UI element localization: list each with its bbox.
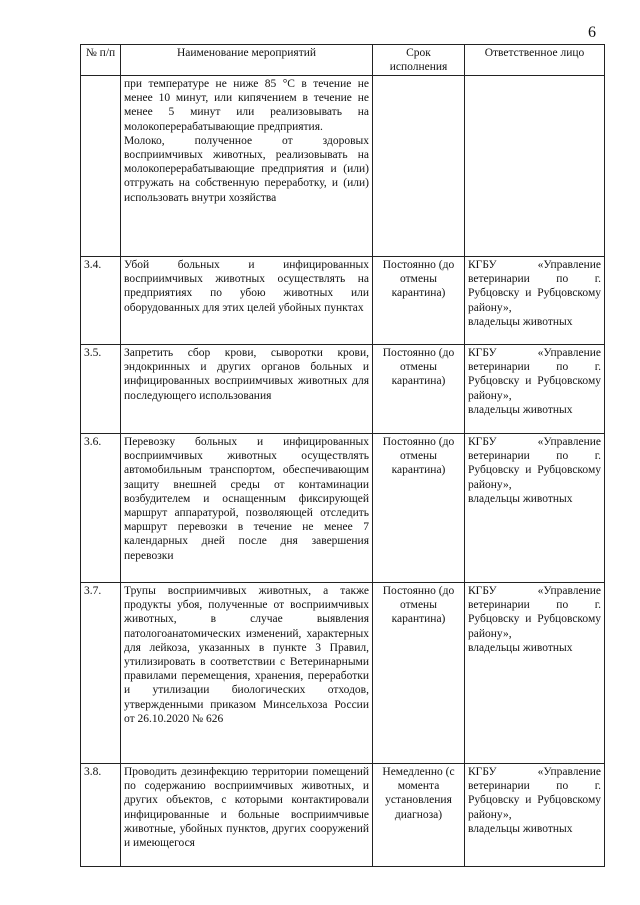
table-header-row	[81, 45, 605, 76]
row-responsible	[465, 257, 605, 345]
row-responsible	[465, 76, 605, 257]
row-term: Постоянно (до отмены карантина)	[373, 583, 465, 764]
row-responsible-owners: владельцы животных	[468, 403, 573, 416]
row-term: Постоянно (до отмены карантина)	[373, 345, 465, 434]
table-row	[81, 257, 605, 345]
measures-table	[80, 44, 605, 867]
row-num: 3.4.	[81, 257, 121, 345]
row-action-text-2: Молоко, полученное от здоровых восприимчивых животных, реализовывать на молокоперерабатывающие предприятия и (или) отгружать на собственную переработку, и (или) использовать внутри хозяйства	[124, 134, 369, 204]
row-action	[121, 76, 373, 257]
header-name: Наименование мероприятий	[121, 45, 373, 76]
header-term: Срок исполнения	[373, 45, 465, 76]
table-row	[81, 764, 605, 867]
page-number: 6	[588, 24, 596, 41]
row-term: Немедленно (с момента установления диагноза)	[373, 764, 465, 867]
row-term: Постоянно (до отмены карантина)	[373, 257, 465, 345]
row-action: Запретить сбор крови, сыворотки крови, эндокринных и других органов больных и инфицированных восприимчивых животных для последующего использования	[121, 345, 373, 434]
header-num: № п/п	[81, 45, 121, 76]
row-num: 3.5.	[81, 345, 121, 434]
row-num: 3.8.	[81, 764, 121, 867]
header-responsible: Ответственное лицо	[465, 45, 605, 76]
row-responsible-owners: владельцы животных	[468, 641, 573, 654]
row-num	[81, 76, 121, 257]
row-responsible-owners: владельцы животных	[468, 492, 573, 505]
row-action-text: при температуре не ниже 85 °С в течение не менее 10 минут, или кипячением в течение не менее 5 минут или реализовывать на молокоперерабатывающие предприятия.	[124, 78, 369, 133]
row-responsible	[465, 345, 605, 434]
table-row	[81, 434, 605, 583]
row-responsible-org: КГБУ «Управление ветеринарии по г. Рубцовску и Рубцовскому району»,	[468, 259, 601, 314]
row-action: Проводить дезинфекцию территории помещений по содержанию восприимчивых животных, и других объектов, с которыми контактировали инфицированные и больные восприимчивые животные, убойных пунктов, других сооружений и имеющегося	[121, 764, 373, 867]
row-responsible-org: КГБУ «Управление ветеринарии по г. Рубцовску и Рубцовскому району»,	[468, 585, 601, 640]
row-action: Убой больных и инфицированных восприимчивых животных осуществлять на предприятиях по убою животных или оборудованных для этих целей убойных пунктах	[121, 257, 373, 345]
row-term: Постоянно (до отмены карантина)	[373, 434, 465, 583]
row-responsible	[465, 434, 605, 583]
row-term	[373, 76, 465, 257]
table-row	[81, 345, 605, 434]
row-num: 3.6.	[81, 434, 121, 583]
table-row	[81, 76, 605, 257]
row-responsible-org: КГБУ «Управление ветеринарии по г. Рубцовску и Рубцовскому району»,	[468, 436, 601, 491]
row-action: Перевозку больных и инфицированных восприимчивых животных осуществлять автомобильным транспортом, обеспечивающим защиту внешней среды от контаминации возбудителем и оснащенным фиксирующей маршрут аппаратурой, позволяющей отследить маршрут перевозки в течение не менее 7 календарных дней после дня завершения перевозки	[121, 434, 373, 583]
row-responsible-org: КГБУ «Управление ветеринарии по г. Рубцовску и Рубцовскому району»,	[468, 347, 601, 402]
row-responsible	[465, 583, 605, 764]
row-action: Трупы восприимчивых животных, а также продукты убоя, полученные от восприимчивых животных, в случае выявления патологоанатомических изменений, характерных для лейкоза, указанных в пункте 3 Правил, утилизировать в соответствии с Ветеринарными правилами перемещения, хранения, переработки и утилизации биологических отходов, утвержденными приказом Минсельхоза России от 26.10.2020 № 626	[121, 583, 373, 764]
row-responsible	[465, 764, 605, 867]
row-responsible-owners: владельцы животных	[468, 822, 573, 835]
row-responsible-org: КГБУ «Управление ветеринарии по г. Рубцовску и Рубцовскому району»,	[468, 766, 601, 821]
row-responsible-owners: владельцы животных	[468, 315, 573, 328]
row-num: 3.7.	[81, 583, 121, 764]
table-row	[81, 583, 605, 764]
